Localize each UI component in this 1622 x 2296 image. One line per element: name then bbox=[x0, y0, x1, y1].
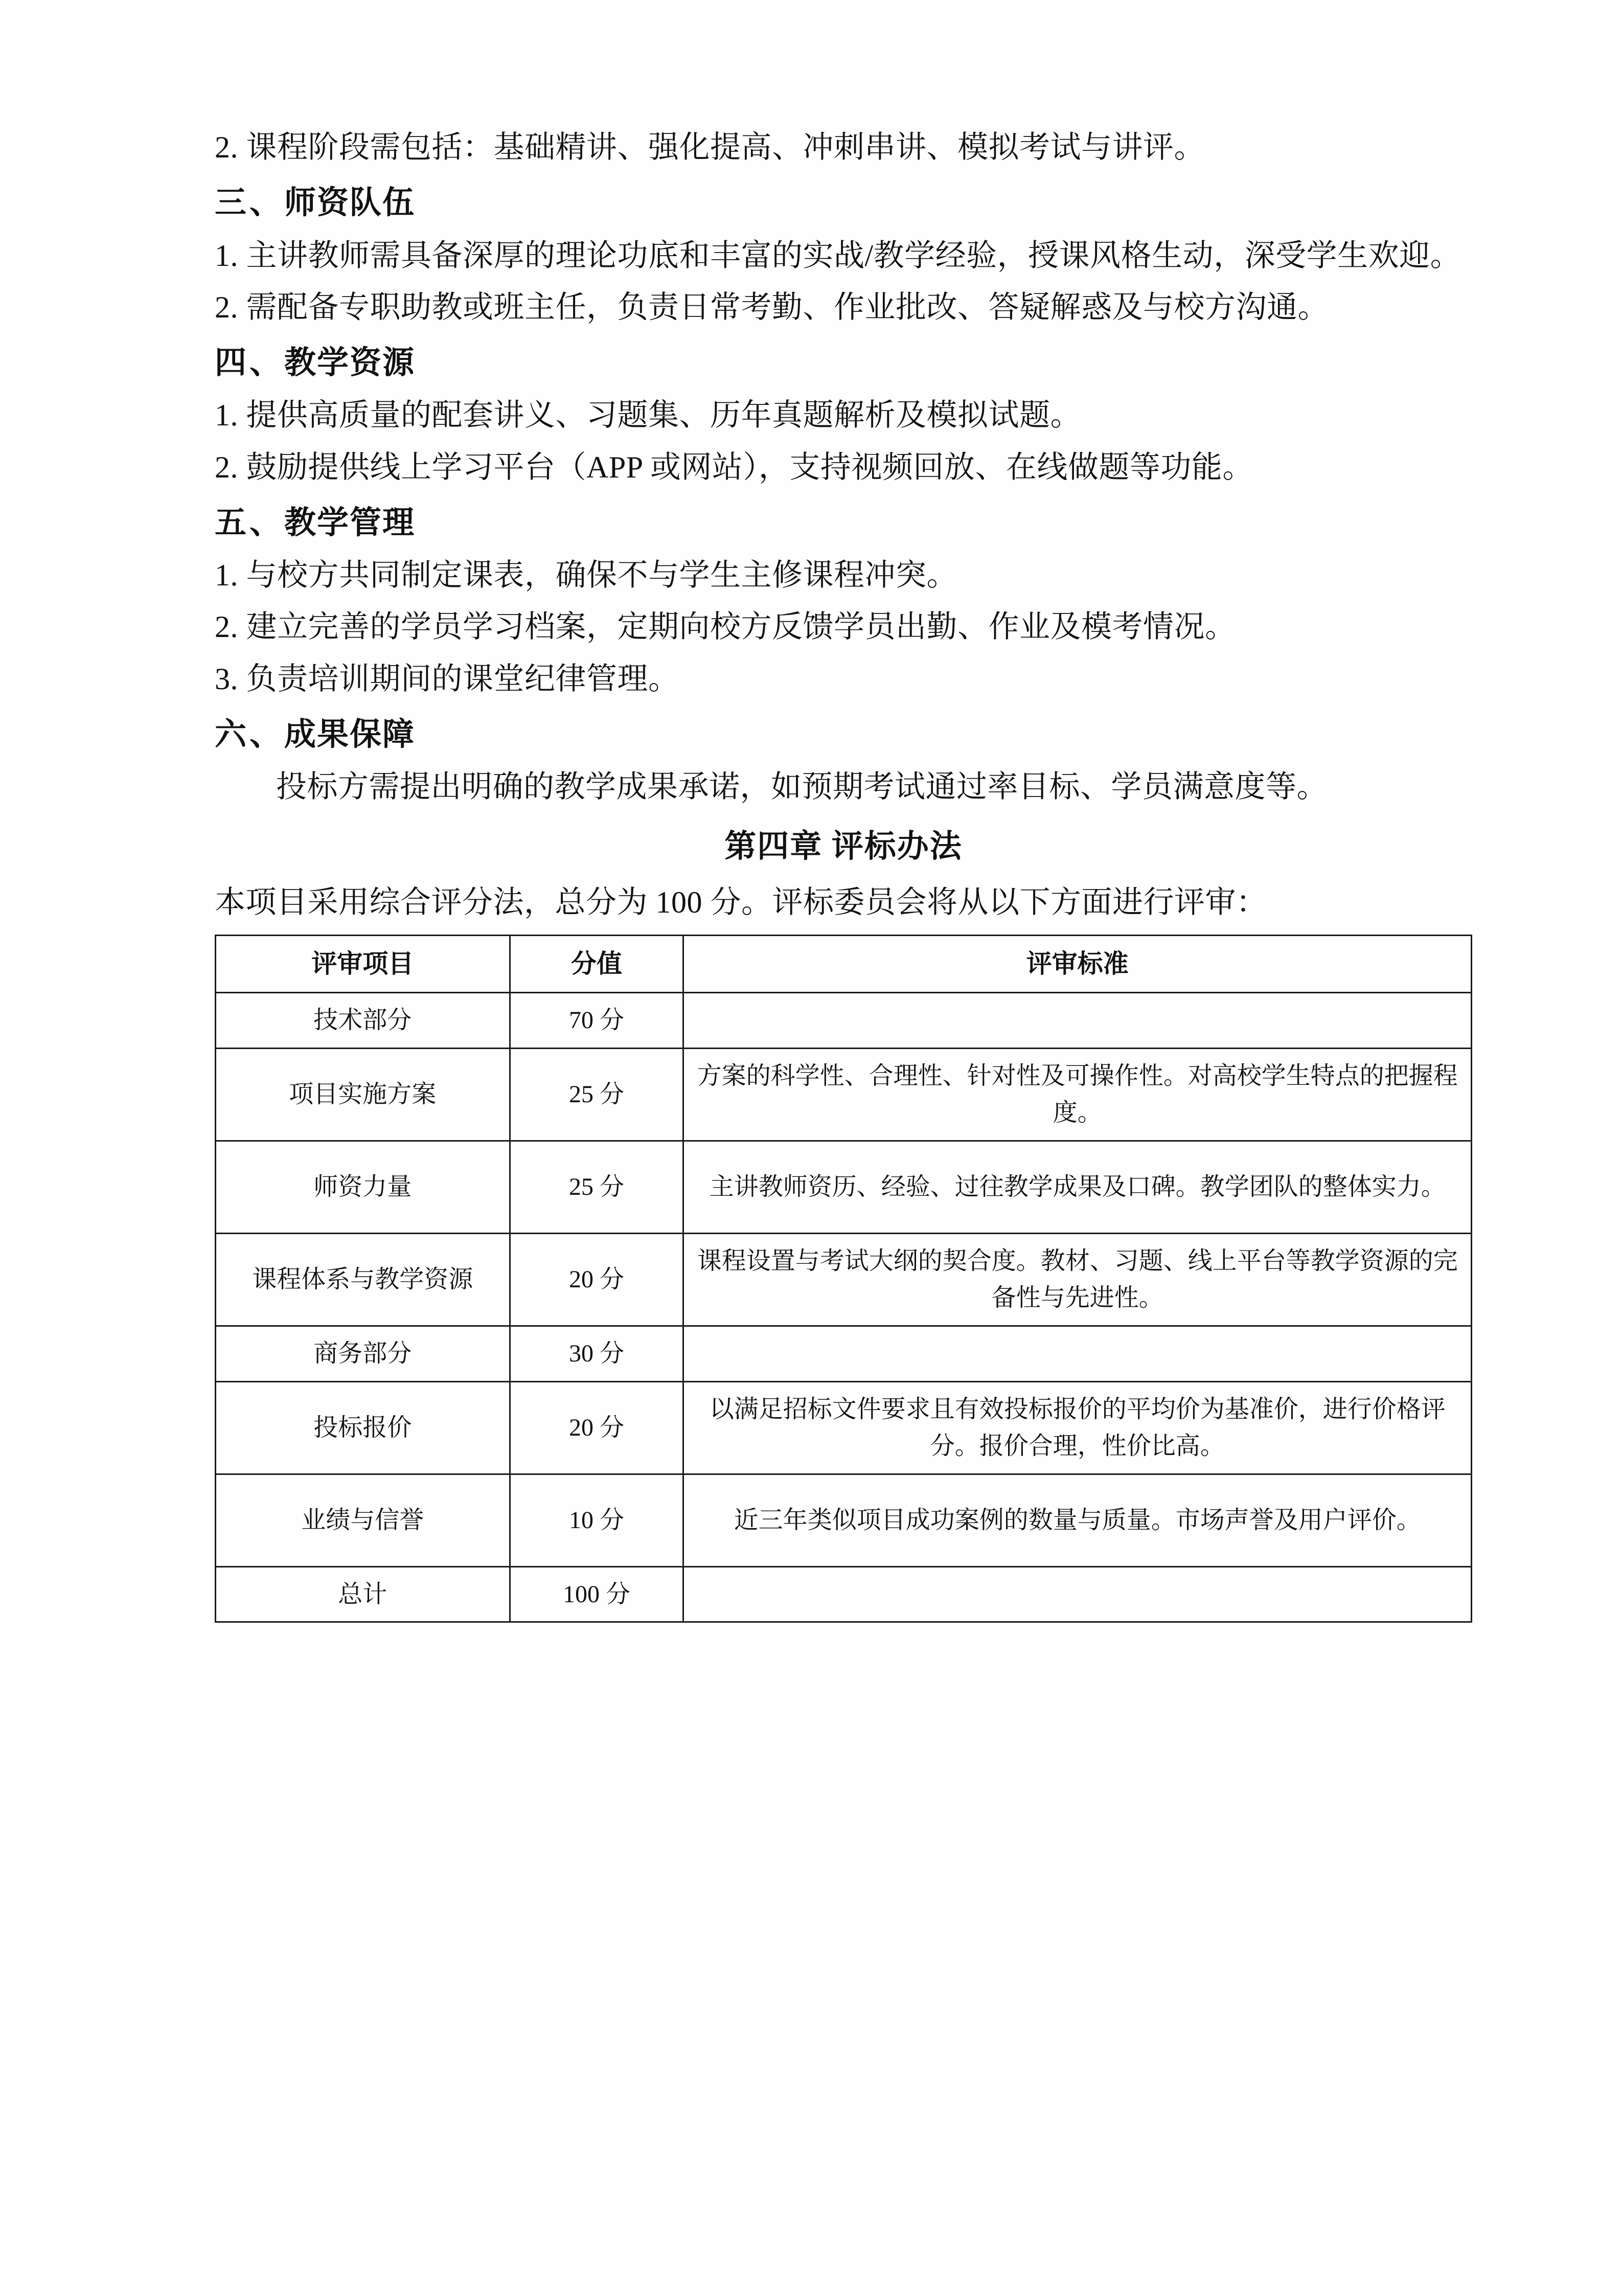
row-score: 20 分 bbox=[510, 1381, 683, 1474]
row-criteria: 方案的科学性、合理性、针对性及可操作性。对高校学生特点的把握程度。 bbox=[683, 1048, 1472, 1141]
section-title-4: 教学资源 bbox=[284, 346, 416, 380]
section-number-6: 六、 bbox=[215, 717, 285, 752]
row-item: 项目实施方案 bbox=[216, 1048, 510, 1141]
row-item: 总计 bbox=[216, 1566, 510, 1622]
row-item: 投标报价 bbox=[216, 1381, 510, 1474]
section-heading-6 bbox=[215, 709, 1472, 760]
row-score: 20 分 bbox=[510, 1233, 683, 1326]
table-row bbox=[216, 1048, 1472, 1141]
row-criteria bbox=[683, 1326, 1472, 1381]
table-header-item: 评审项目 bbox=[216, 936, 510, 993]
table-row bbox=[216, 1566, 1472, 1622]
paragraph-course-stages: 2. 课程阶段需包括：基础精讲、强化提高、冲刺串讲、模拟考试与讲评。 bbox=[215, 130, 1205, 164]
table-row bbox=[216, 1141, 1472, 1233]
row-item: 商务部分 bbox=[216, 1326, 510, 1381]
section-3-item-1: 1. 主讲教师需具备深厚的理论功底和丰富的实战/教学经验，授课风格生动，深受学生欢迎。 bbox=[215, 238, 1461, 272]
section-title-5: 教学管理 bbox=[284, 505, 416, 540]
chapter-title: 第四章 评标办法 bbox=[724, 829, 963, 865]
row-item: 技术部分 bbox=[216, 993, 510, 1049]
row-criteria bbox=[683, 1566, 1472, 1622]
row-criteria: 课程设置与考试大纲的契合度。教材、习题、线上平台等教学资源的完备性与先进性。 bbox=[683, 1233, 1472, 1326]
row-criteria: 近三年类似项目成功案例的数量与质量。市场声誉及用户评价。 bbox=[683, 1474, 1472, 1566]
section-3-item-2: 2. 需配备专职助教或班主任，负责日常考勤、作业批改、答疑解惑及与校方沟通。 bbox=[215, 290, 1329, 324]
section-6-item-1: 投标方需提出明确的教学成果承诺，如预期考试通过率目标、学员满意度等。 bbox=[276, 770, 1328, 804]
row-score: 70 分 bbox=[510, 993, 683, 1049]
section-5-item-2: 2. 建立完善的学员学习档案，定期向校方反馈学员出勤、作业及模考情况。 bbox=[215, 610, 1236, 644]
chapter-intro: 本项目采用综合评分法，总分为 100 分。评标委员会将从以下方面进行评审： bbox=[215, 885, 1267, 919]
row-item: 课程体系与教学资源 bbox=[216, 1233, 510, 1326]
table-row bbox=[216, 1326, 1472, 1381]
table-row bbox=[216, 1233, 1472, 1326]
section-heading-5 bbox=[215, 497, 1472, 549]
row-item: 师资力量 bbox=[216, 1141, 510, 1233]
section-5-item-1: 1. 与校方共同制定课表，确保不与学生主修课程冲突。 bbox=[215, 558, 957, 593]
table-row bbox=[216, 993, 1472, 1049]
row-criteria: 主讲教师资历、经验、过往教学成果及口碑。教学团队的整体实力。 bbox=[683, 1141, 1472, 1233]
evaluation-table bbox=[215, 935, 1472, 1623]
table-row bbox=[216, 1474, 1472, 1566]
row-score: 25 分 bbox=[510, 1141, 683, 1233]
row-score: 100 分 bbox=[510, 1566, 683, 1622]
section-title-3: 师资队伍 bbox=[284, 186, 416, 221]
section-heading-3 bbox=[215, 177, 1472, 229]
row-score: 25 分 bbox=[510, 1048, 683, 1141]
section-5-item-3: 3. 负责培训期间的课堂纪律管理。 bbox=[215, 662, 679, 696]
table-header-criteria: 评审标准 bbox=[683, 936, 1472, 993]
section-heading-4 bbox=[215, 337, 1472, 389]
row-score: 10 分 bbox=[510, 1474, 683, 1566]
section-4-item-2: 2. 鼓励提供线上学习平台（APP 或网站），支持视频回放、在线做题等功能。 bbox=[215, 450, 1253, 484]
section-title-6: 成果保障 bbox=[284, 717, 416, 752]
row-criteria: 以满足招标文件要求且有效投标报价的平均价为基准价，进行价格评分。报价合理，性价比高。 bbox=[683, 1381, 1472, 1474]
section-number-5: 五、 bbox=[215, 505, 285, 540]
row-item: 业绩与信誉 bbox=[216, 1474, 510, 1566]
section-4-item-1: 1. 提供高质量的配套讲义、习题集、历年真题解析及模拟试题。 bbox=[215, 398, 1081, 433]
row-criteria bbox=[683, 993, 1472, 1049]
table-header-score: 分值 bbox=[510, 936, 683, 993]
row-score: 30 分 bbox=[510, 1326, 683, 1381]
document-body bbox=[215, 123, 1472, 1623]
table-row bbox=[216, 1381, 1472, 1474]
section-number-3: 三、 bbox=[215, 186, 285, 221]
table-header-row bbox=[216, 936, 1472, 993]
section-number-4: 四、 bbox=[215, 346, 285, 380]
